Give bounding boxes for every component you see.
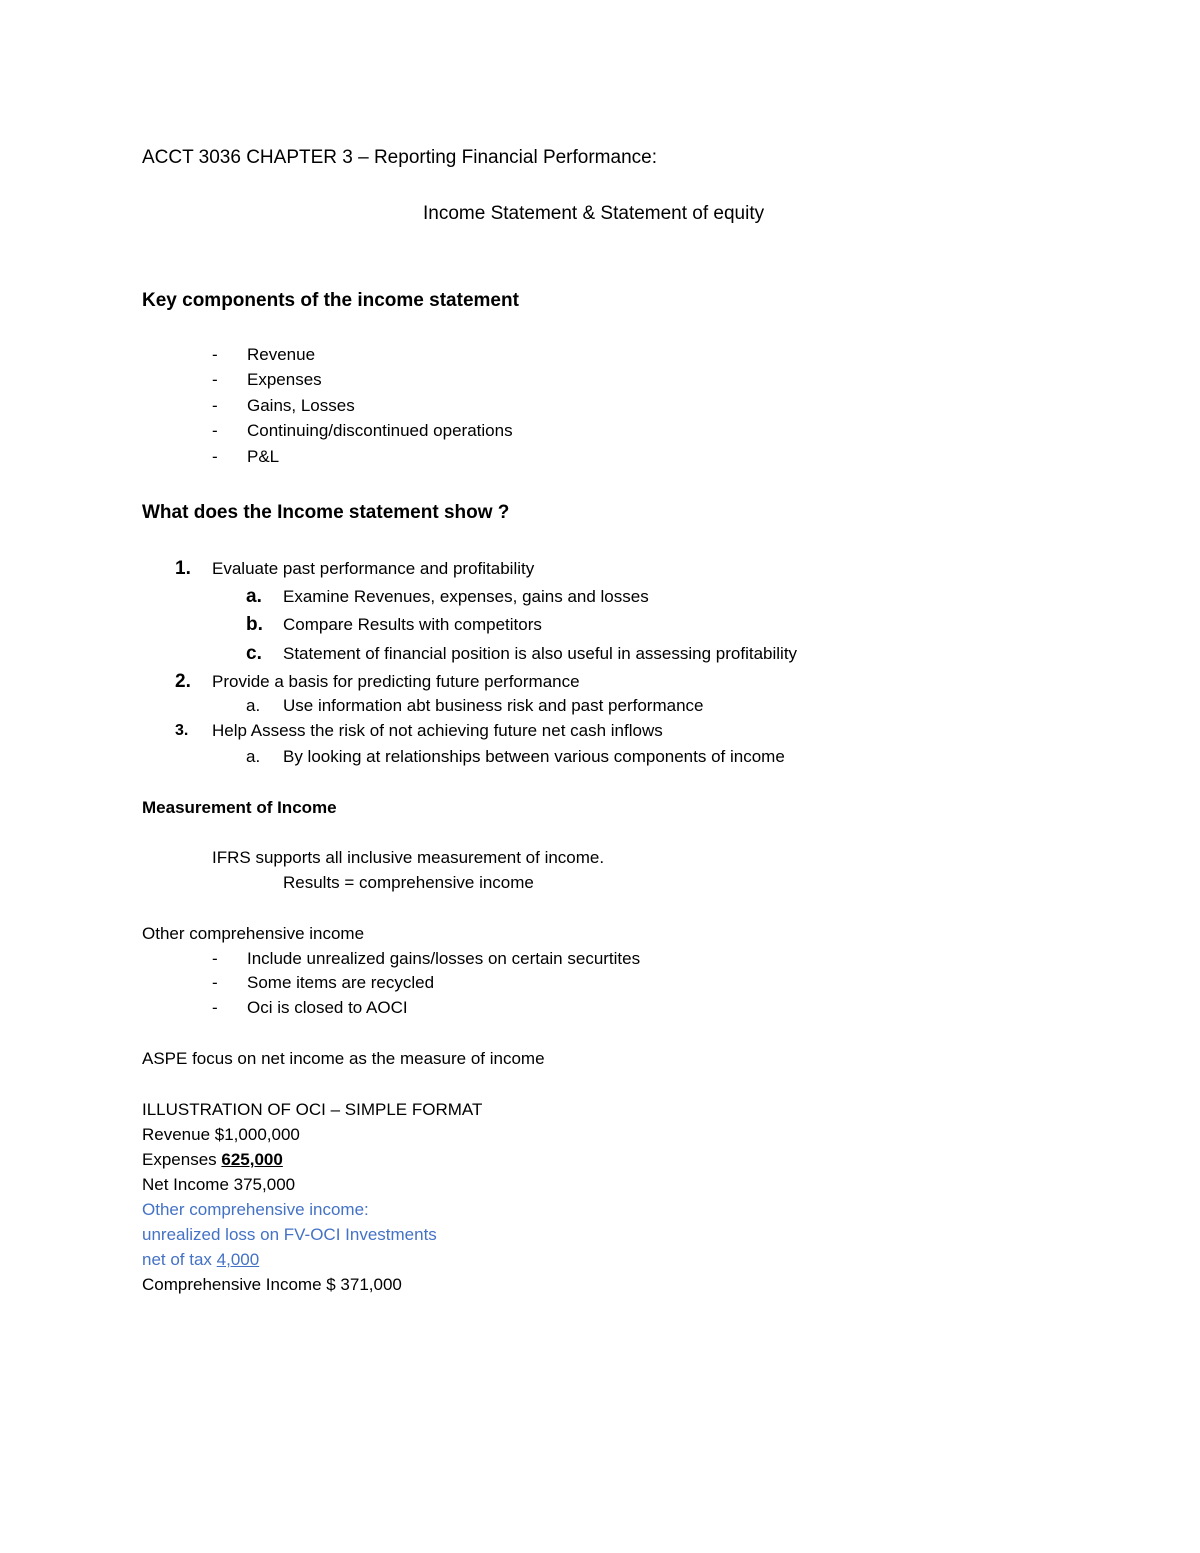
measurement-line: IFRS supports all inclusive measurement of income. — [212, 848, 605, 867]
illustration-comprehensive-income: Comprehensive Income $ 371,000 — [142, 1275, 402, 1294]
item-text: Provide a basis for predicting future performance — [212, 672, 580, 691]
sub-item-letter: a. — [246, 586, 262, 607]
document-title: ACCT 3036 CHAPTER 3 – Reporting Financial Performance: — [142, 147, 657, 168]
document-subtitle: Income Statement & Statement of equity — [423, 203, 765, 224]
item-text: Help Assess the risk of not achieving future net cash inflows — [212, 721, 663, 740]
oci-tax-label: net of tax — [142, 1250, 217, 1269]
what-show-heading: What does the Income statement show ? — [142, 502, 510, 523]
sub-item-text: Examine Revenues, expenses, gains and losses — [283, 587, 649, 606]
list-item-text: Include unrealized gains/losses on certain securtites — [247, 949, 641, 968]
sub-item-text: Compare Results with competitors — [283, 615, 542, 634]
list-item-text: P&L — [247, 447, 280, 466]
item-number: 3. — [175, 722, 189, 739]
expenses-value: 625,000 — [221, 1150, 283, 1169]
illustration-expenses — [142, 1149, 283, 1171]
sub-item-letter: a. — [246, 696, 261, 715]
item-number: 1. — [175, 558, 191, 579]
key-components-heading: Key components of the income statement — [142, 290, 519, 311]
item-text: Evaluate past performance and profitability — [212, 559, 535, 578]
illustration-oci-line: unrealized loss on FV-OCI Investments — [142, 1225, 437, 1244]
sub-item-letter: b. — [246, 614, 263, 635]
list-item-text: Expenses — [247, 370, 322, 389]
sub-item-letter: c. — [246, 643, 262, 664]
list-item-text: Continuing/discontinued operations — [247, 421, 513, 440]
list-item-text: Some items are recycled — [247, 973, 435, 992]
bullet-dash: - — [212, 421, 218, 440]
sub-item-text: Statement of financial position is also useful in assessing profitability — [283, 644, 798, 663]
bullet-dash: - — [212, 973, 218, 992]
bullet-dash: - — [212, 370, 218, 389]
item-number: 2. — [175, 671, 191, 692]
measurement-heading: Measurement of Income — [142, 798, 337, 817]
oci-tax-value: 4,000 — [216, 1250, 260, 1269]
bullet-dash: - — [212, 396, 218, 415]
sub-item-text: Use information abt business risk and past performance — [283, 696, 704, 715]
illustration-oci-label: Other comprehensive income: — [142, 1200, 369, 1219]
sub-item-text: By looking at relationships between various components of income — [283, 747, 785, 766]
list-item-text: Revenue — [247, 345, 316, 364]
sub-item-letter: a. — [246, 747, 261, 766]
bullet-dash: - — [212, 998, 218, 1017]
bullet-dash: - — [212, 345, 218, 364]
expenses-label: Expenses — [142, 1150, 222, 1169]
aspe-note: ASPE focus on net income as the measure of income — [142, 1049, 545, 1068]
illustration-net-income: Net Income 375,000 — [142, 1175, 296, 1194]
bullet-dash: - — [212, 949, 218, 968]
list-item-text: Gains, Losses — [247, 396, 355, 415]
illustration-revenue: Revenue $1,000,000 — [142, 1125, 300, 1144]
measurement-result: Results = comprehensive income — [283, 873, 534, 892]
list-item-text: Oci is closed to AOCI — [247, 998, 408, 1017]
illustration-oci-tax — [142, 1249, 259, 1271]
bullet-dash: - — [212, 447, 218, 466]
oci-heading: Other comprehensive income — [142, 924, 365, 943]
illustration-heading: ILLUSTRATION OF OCI – SIMPLE FORMAT — [142, 1100, 483, 1119]
